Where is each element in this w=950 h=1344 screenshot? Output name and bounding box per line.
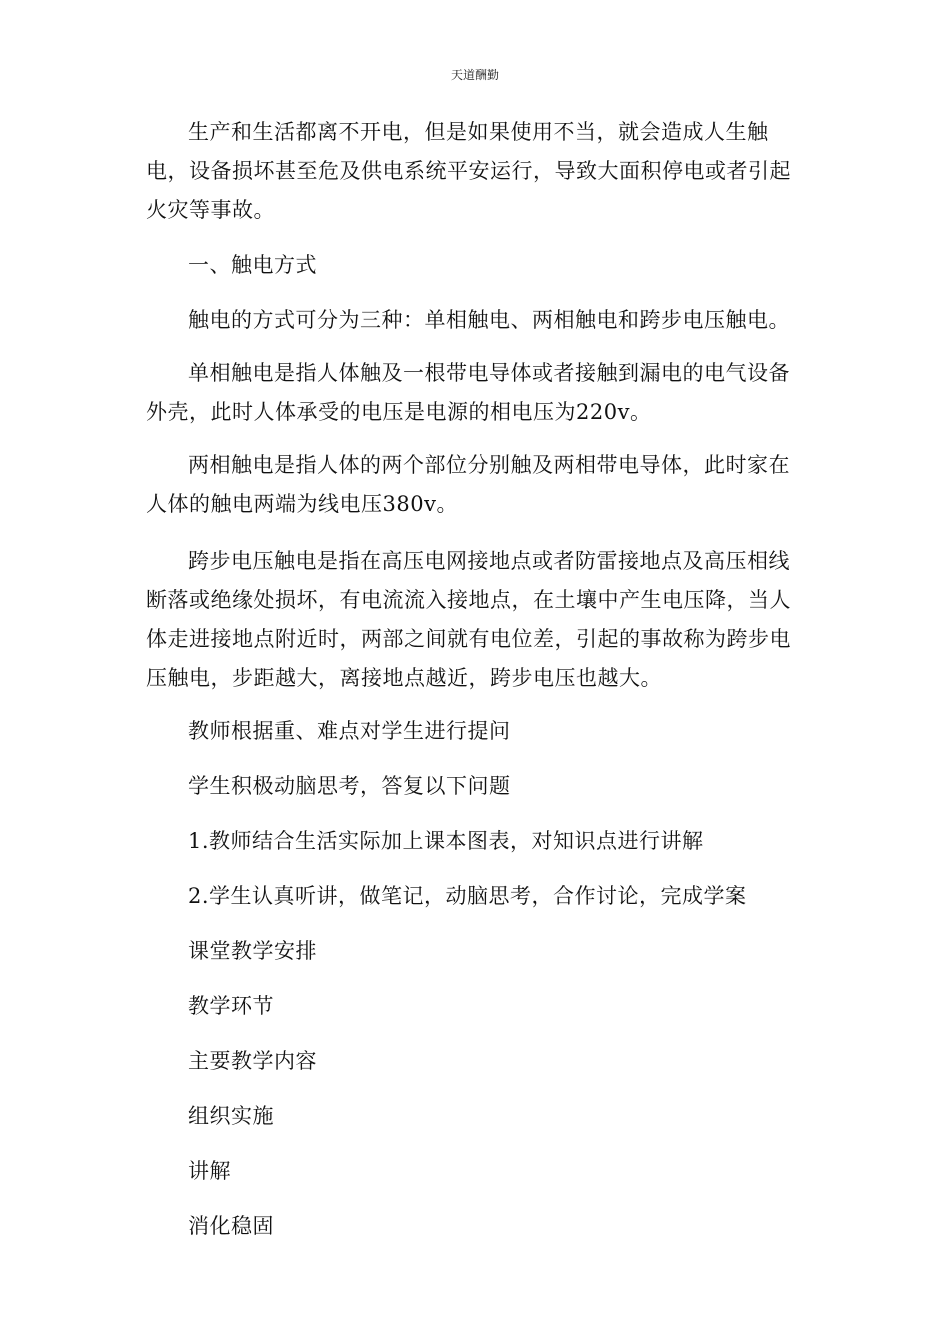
paragraph: 消化稳固 (188, 1214, 274, 1238)
list-item: 1.教师结合生活实际加上课本图表，对知识点进行讲解 (188, 829, 704, 853)
paragraph: 讲解 (188, 1159, 231, 1183)
paragraph: 课堂教学安排 (188, 939, 317, 963)
paragraph: 主要教学内容 (188, 1049, 317, 1073)
paragraph: 跨步电压触电是指在高压电网接地点或者防雷接地点及高压相线断落或绝缘处损坏，有电流流入接地点，在土壤中产生电压降，当人体走进接地点附近时，两部之间就有电位差，引起的事故称为跨步电压触电，步距越大，离接地点越近，跨步电压也越大。 (146, 549, 791, 690)
section-heading: 一、触电方式 (188, 253, 317, 277)
paragraph: 学生积极动脑思考，答复以下问题 (188, 774, 511, 798)
list-item: 2.学生认真听讲，做笔记，动脑思考，合作讨论，完成学案 (188, 884, 747, 908)
paragraph: 触电的方式可分为三种：单相触电、两相触电和跨步电压触电。 (188, 308, 790, 332)
paragraph: 两相触电是指人体的两个部位分别触及两相带电导体，此时家在人体的触电两端为线电压380v。 (146, 453, 790, 516)
paragraph: 单相触电是指人体触及一根带电导体或者接触到漏电的电气设备外壳，此时人体承受的电压是电源的相电压为220v。 (146, 361, 790, 424)
paragraph: 教学环节 (188, 994, 274, 1018)
document-body (146, 113, 810, 1246)
paragraph: 教师根据重、难点对学生进行提问 (188, 719, 511, 743)
paragraph-intro: 生产和生活都离不开电，但是如果使用不当，就会造成人生触电，设备损坏甚至危及供电系统平安运行，导致大面积停电或者引起火灾等事故。 (146, 120, 791, 222)
paragraph: 组织实施 (188, 1104, 274, 1128)
page-header: 天道酬勤 (450, 68, 499, 82)
